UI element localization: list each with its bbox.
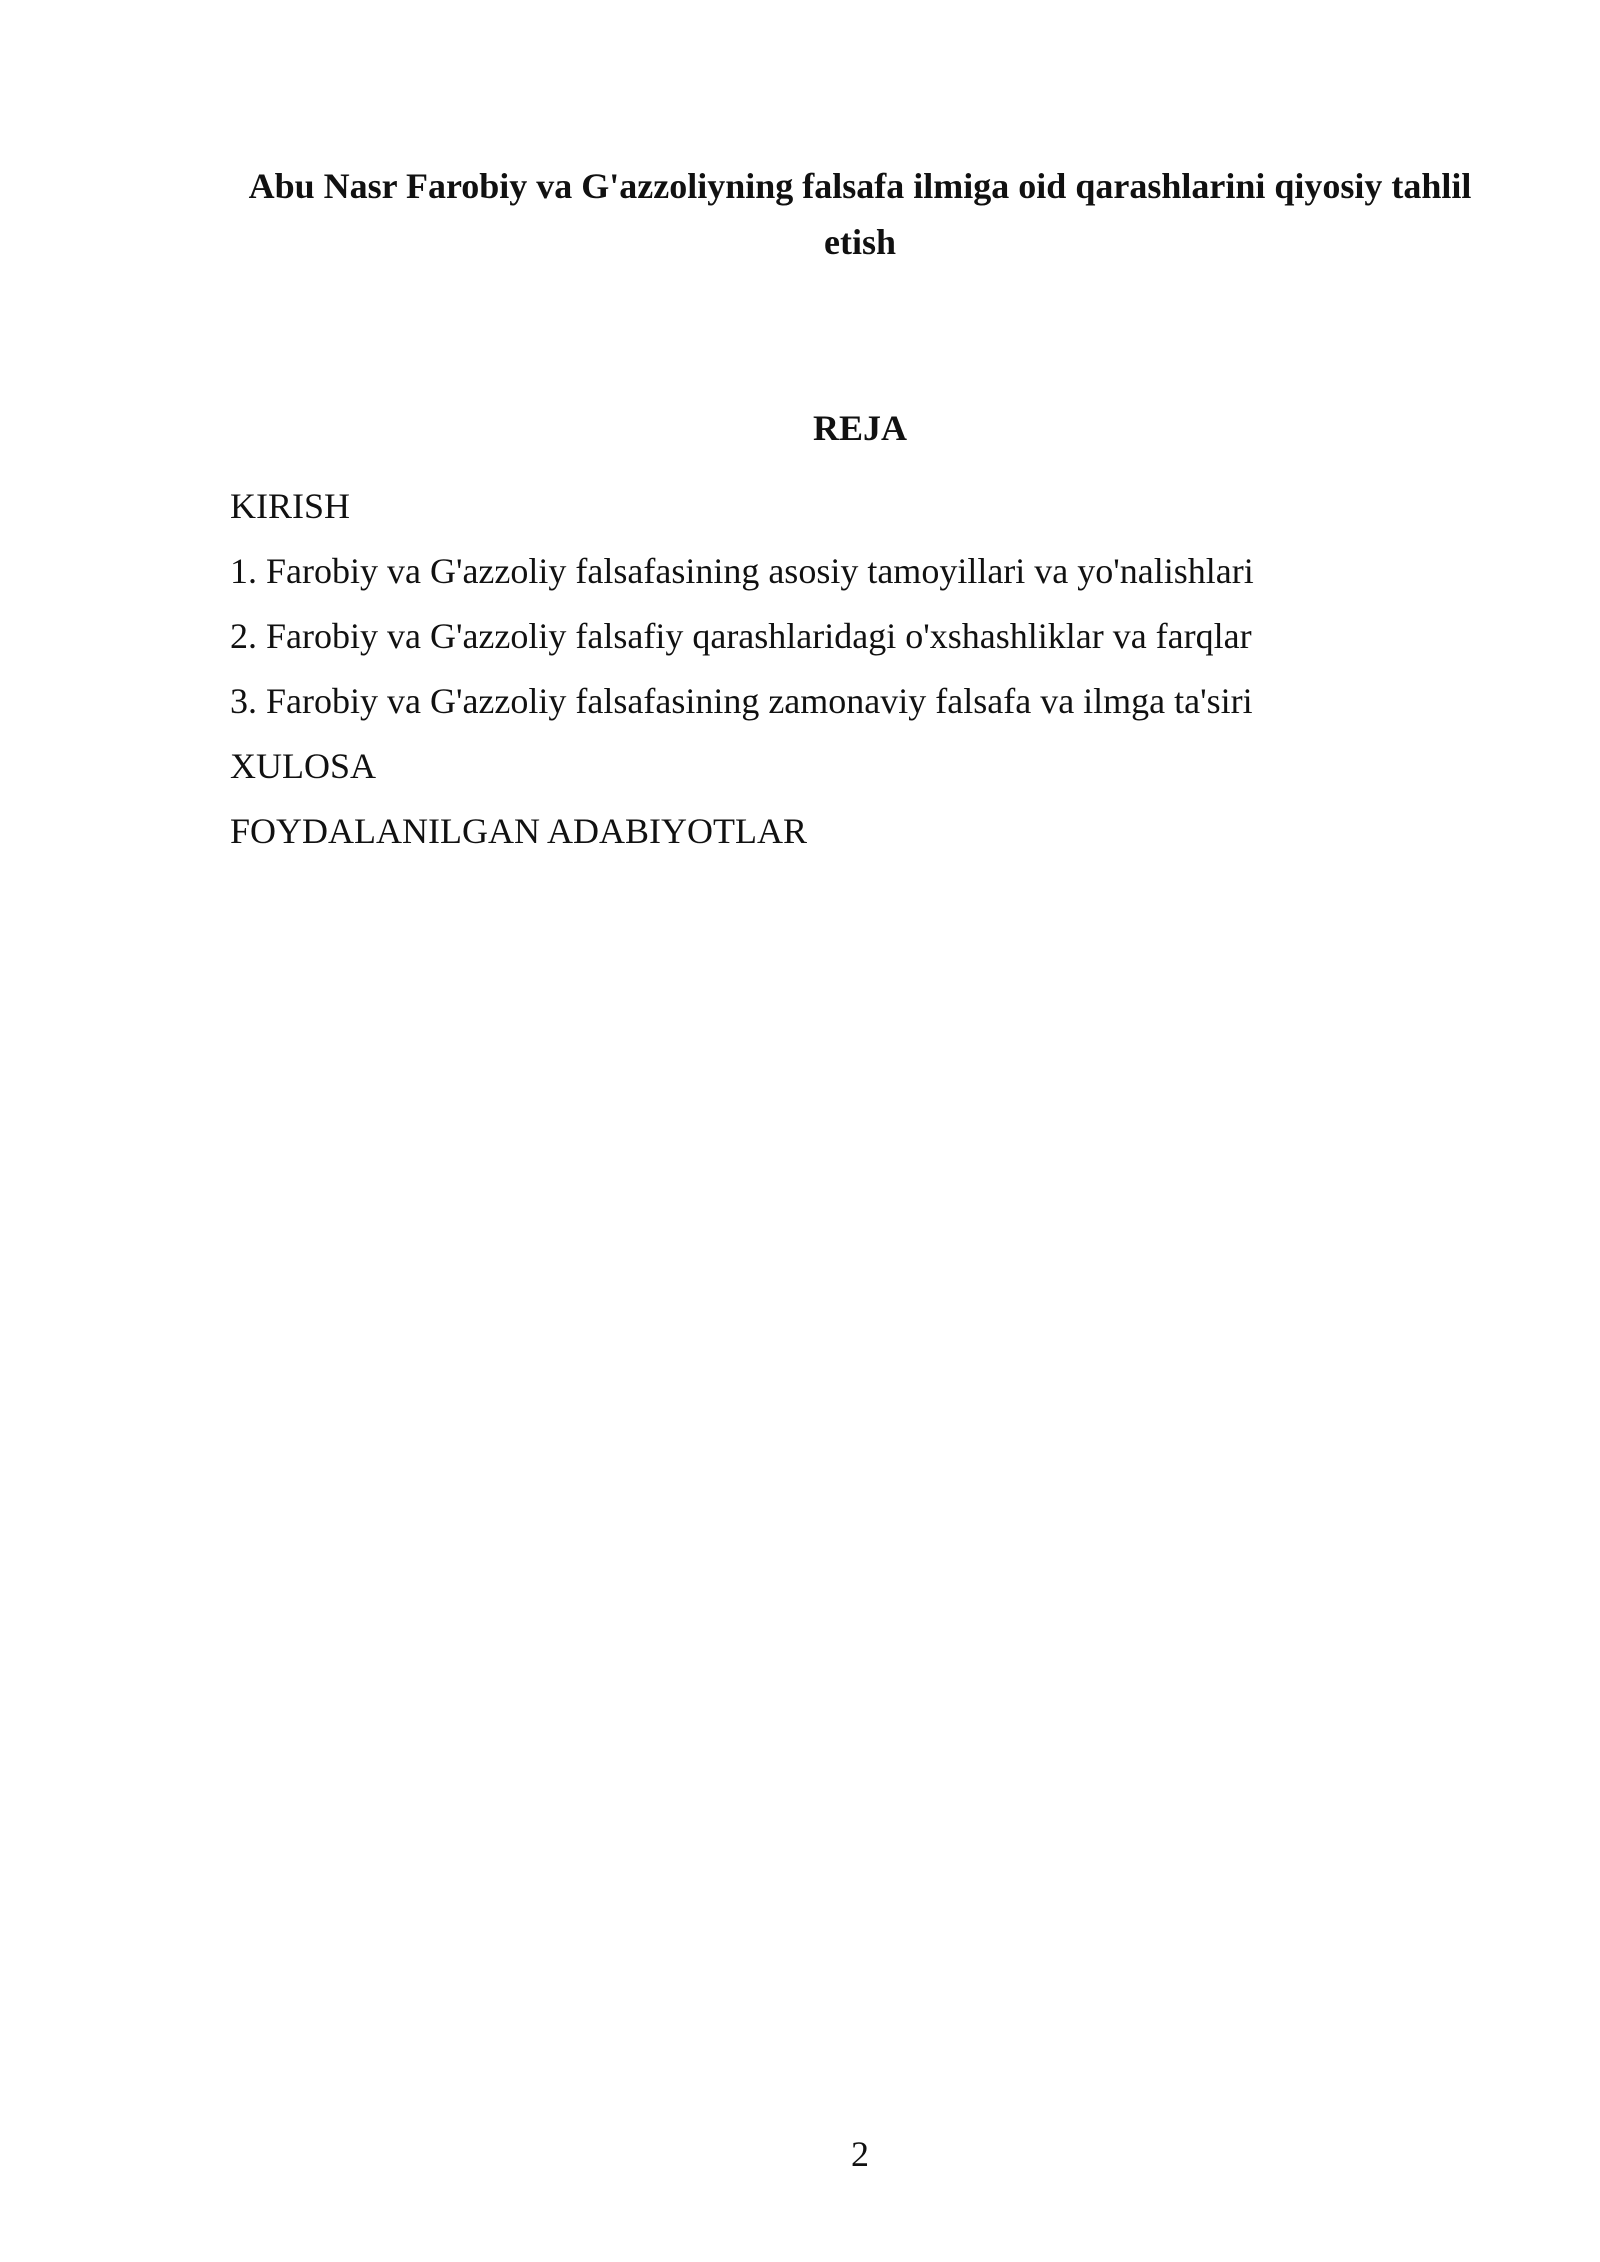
plan-item-section-3: 3. Farobiy va G'azzoliy falsafasining zamonaviy falsafa va ilmga ta'siri	[230, 681, 1253, 721]
plan-list	[230, 474, 1500, 864]
plan-item-section-2: 2. Farobiy va G'azzoliy falsafiy qarashlaridagi o'xshashliklar va farqlar	[230, 616, 1252, 656]
plan-item-introduction: KIRISH	[230, 486, 351, 526]
plan-item-references: FOYDALANILGAN ADABIYOTLAR	[230, 811, 807, 851]
plan-item-conclusion: XULOSA	[230, 746, 377, 786]
plan-heading: REJA	[812, 408, 907, 448]
plan-item-section-1: 1. Farobiy va G'azzoliy falsafasining asosiy tamoyillari va yo'nalishlari	[230, 551, 1254, 591]
page-number: 2	[851, 2134, 869, 2174]
document-title: Abu Nasr Farobiy va G'azzoliyning falsafa ilmiga oid qarashlarini qiyosiy tahlil etish	[248, 166, 1472, 262]
